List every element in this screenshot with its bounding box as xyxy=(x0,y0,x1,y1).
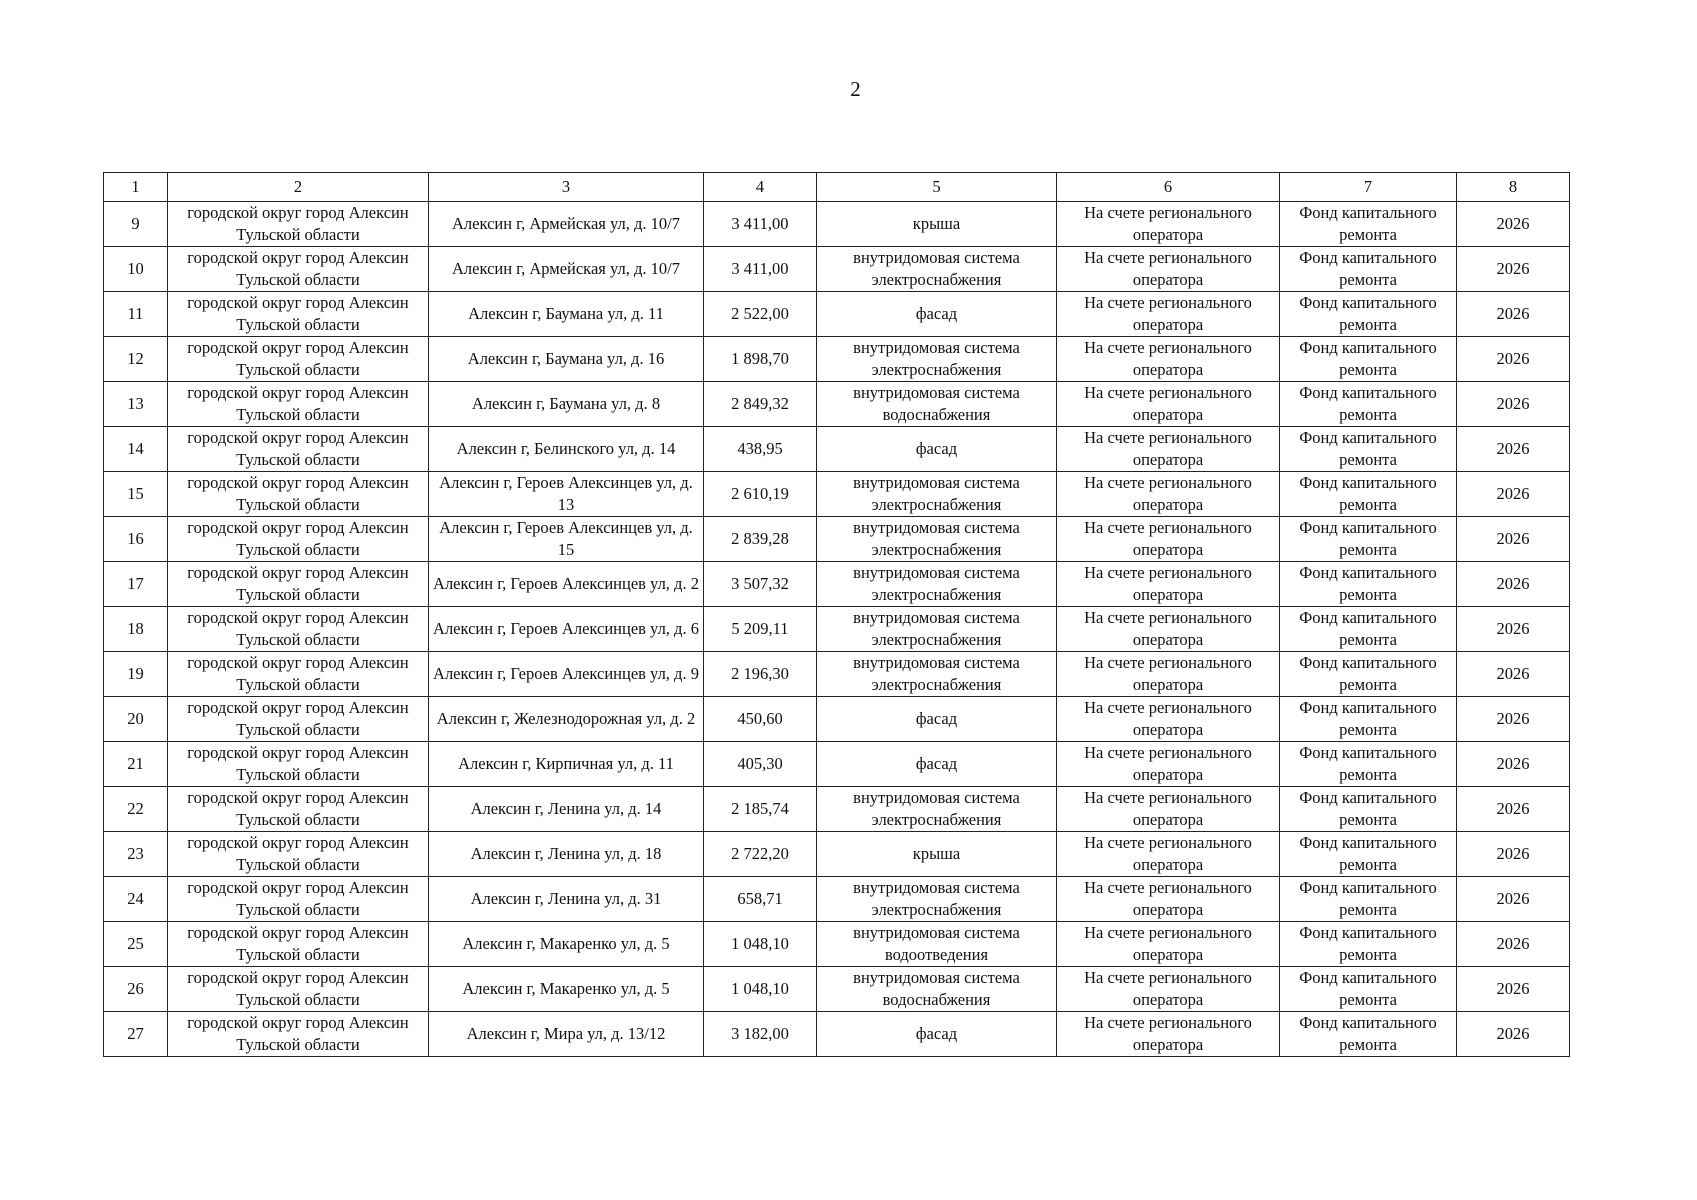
table-row xyxy=(104,337,1570,382)
area-cell: 2 839,28 xyxy=(704,517,817,562)
municipality-cell: городской округ город Алексин Тульской области xyxy=(168,697,429,742)
funding-source-cell: Фонд капитального ремонта xyxy=(1280,787,1457,832)
column-header: 6 xyxy=(1057,173,1280,202)
works-table xyxy=(103,172,1570,1057)
table-body xyxy=(104,202,1570,1057)
funding-source-cell: Фонд капитального ремонта xyxy=(1280,877,1457,922)
table-row xyxy=(104,877,1570,922)
municipality-cell: городской округ город Алексин Тульской области xyxy=(168,742,429,787)
area-cell: 450,60 xyxy=(704,697,817,742)
work-type-cell: внутридомовая система электроснабжения xyxy=(817,337,1057,382)
municipality-cell: городской округ город Алексин Тульской области xyxy=(168,922,429,967)
fund-account-cell: На счете регионального оператора xyxy=(1057,427,1280,472)
work-type-cell: внутридомовая система электроснабжения xyxy=(817,472,1057,517)
year-cell: 2026 xyxy=(1457,427,1570,472)
municipality-cell: городской округ город Алексин Тульской области xyxy=(168,832,429,877)
funding-source-cell: Фонд капитального ремонта xyxy=(1280,832,1457,877)
address-cell: Алексин г, Мира ул, д. 13/12 xyxy=(429,1012,704,1057)
year-cell: 2026 xyxy=(1457,292,1570,337)
row-number-cell: 17 xyxy=(104,562,168,607)
funding-source-cell: Фонд капитального ремонта xyxy=(1280,472,1457,517)
year-cell: 2026 xyxy=(1457,697,1570,742)
column-header: 4 xyxy=(704,173,817,202)
address-cell: Алексин г, Баумана ул, д. 8 xyxy=(429,382,704,427)
table-row xyxy=(104,652,1570,697)
fund-account-cell: На счете регионального оператора xyxy=(1057,787,1280,832)
area-cell: 3 411,00 xyxy=(704,247,817,292)
municipality-cell: городской округ город Алексин Тульской области xyxy=(168,202,429,247)
row-number-cell: 13 xyxy=(104,382,168,427)
page-number: 2 xyxy=(850,77,861,101)
work-type-cell: внутридомовая система электроснабжения xyxy=(817,517,1057,562)
table-row xyxy=(104,607,1570,652)
row-number-cell: 19 xyxy=(104,652,168,697)
address-cell: Алексин г, Баумана ул, д. 11 xyxy=(429,292,704,337)
work-type-cell: внутридомовая система электроснабжения xyxy=(817,877,1057,922)
funding-source-cell: Фонд капитального ремонта xyxy=(1280,202,1457,247)
row-number-cell: 22 xyxy=(104,787,168,832)
fund-account-cell: На счете регионального оператора xyxy=(1057,697,1280,742)
fund-account-cell: На счете регионального оператора xyxy=(1057,562,1280,607)
funding-source-cell: Фонд капитального ремонта xyxy=(1280,742,1457,787)
fund-account-cell: На счете регионального оператора xyxy=(1057,382,1280,427)
year-cell: 2026 xyxy=(1457,382,1570,427)
funding-source-cell: Фонд капитального ремонта xyxy=(1280,697,1457,742)
table-row xyxy=(104,202,1570,247)
address-cell: Алексин г, Армейская ул, д. 10/7 xyxy=(429,202,704,247)
row-number-cell: 11 xyxy=(104,292,168,337)
municipality-cell: городской округ город Алексин Тульской области xyxy=(168,1012,429,1057)
table-row xyxy=(104,742,1570,787)
column-header: 7 xyxy=(1280,173,1457,202)
row-number-cell: 16 xyxy=(104,517,168,562)
work-type-cell: фасад xyxy=(817,742,1057,787)
municipality-cell: городской округ город Алексин Тульской области xyxy=(168,787,429,832)
address-cell: Алексин г, Макаренко ул, д. 5 xyxy=(429,922,704,967)
work-type-cell: фасад xyxy=(817,697,1057,742)
year-cell: 2026 xyxy=(1457,742,1570,787)
funding-source-cell: Фонд капитального ремонта xyxy=(1280,517,1457,562)
row-number-cell: 23 xyxy=(104,832,168,877)
area-cell: 1 898,70 xyxy=(704,337,817,382)
fund-account-cell: На счете регионального оператора xyxy=(1057,922,1280,967)
table-row xyxy=(104,1012,1570,1057)
column-header: 3 xyxy=(429,173,704,202)
table-row xyxy=(104,247,1570,292)
column-header: 5 xyxy=(817,173,1057,202)
funding-source-cell: Фонд капитального ремонта xyxy=(1280,247,1457,292)
address-cell: Алексин г, Героев Алексинцев ул, д. 2 xyxy=(429,562,704,607)
table-row xyxy=(104,427,1570,472)
fund-account-cell: На счете регионального оператора xyxy=(1057,472,1280,517)
municipality-cell: городской округ город Алексин Тульской области xyxy=(168,967,429,1012)
row-number-cell: 27 xyxy=(104,1012,168,1057)
table-row xyxy=(104,787,1570,832)
funding-source-cell: Фонд капитального ремонта xyxy=(1280,382,1457,427)
municipality-cell: городской округ город Алексин Тульской области xyxy=(168,382,429,427)
year-cell: 2026 xyxy=(1457,202,1570,247)
column-header: 1 xyxy=(104,173,168,202)
area-cell: 3 411,00 xyxy=(704,202,817,247)
row-number-cell: 18 xyxy=(104,607,168,652)
funding-source-cell: Фонд капитального ремонта xyxy=(1280,1012,1457,1057)
fund-account-cell: На счете регионального оператора xyxy=(1057,832,1280,877)
work-type-cell: внутридомовая система водоснабжения xyxy=(817,967,1057,1012)
address-cell: Алексин г, Железнодорожная ул, д. 2 xyxy=(429,697,704,742)
fund-account-cell: На счете регионального оператора xyxy=(1057,247,1280,292)
table-row xyxy=(104,292,1570,337)
area-cell: 2 849,32 xyxy=(704,382,817,427)
year-cell: 2026 xyxy=(1457,472,1570,517)
address-cell: Алексин г, Ленина ул, д. 31 xyxy=(429,877,704,922)
municipality-cell: городской округ город Алексин Тульской области xyxy=(168,337,429,382)
funding-source-cell: Фонд капитального ремонта xyxy=(1280,292,1457,337)
address-cell: Алексин г, Баумана ул, д. 16 xyxy=(429,337,704,382)
funding-source-cell: Фонд капитального ремонта xyxy=(1280,427,1457,472)
area-cell: 658,71 xyxy=(704,877,817,922)
table-row xyxy=(104,697,1570,742)
row-number-cell: 20 xyxy=(104,697,168,742)
row-number-cell: 21 xyxy=(104,742,168,787)
fund-account-cell: На счете регионального оператора xyxy=(1057,517,1280,562)
row-number-cell: 15 xyxy=(104,472,168,517)
area-cell: 3 182,00 xyxy=(704,1012,817,1057)
fund-account-cell: На счете регионального оператора xyxy=(1057,292,1280,337)
year-cell: 2026 xyxy=(1457,247,1570,292)
fund-account-cell: На счете регионального оператора xyxy=(1057,337,1280,382)
table-row xyxy=(104,382,1570,427)
fund-account-cell: На счете регионального оператора xyxy=(1057,742,1280,787)
area-cell: 405,30 xyxy=(704,742,817,787)
fund-account-cell: На счете регионального оператора xyxy=(1057,1012,1280,1057)
work-type-cell: фасад xyxy=(817,1012,1057,1057)
table-row xyxy=(104,562,1570,607)
municipality-cell: городской округ город Алексин Тульской области xyxy=(168,427,429,472)
area-cell: 2 196,30 xyxy=(704,652,817,697)
row-number-cell: 14 xyxy=(104,427,168,472)
work-type-cell: внутридомовая система водоотведения xyxy=(817,922,1057,967)
work-type-cell: фасад xyxy=(817,427,1057,472)
work-type-cell: внутридомовая система водоснабжения xyxy=(817,382,1057,427)
year-cell: 2026 xyxy=(1457,607,1570,652)
address-cell: Алексин г, Армейская ул, д. 10/7 xyxy=(429,247,704,292)
work-type-cell: фасад xyxy=(817,292,1057,337)
work-type-cell: внутридомовая система электроснабжения xyxy=(817,787,1057,832)
column-header: 2 xyxy=(168,173,429,202)
address-cell: Алексин г, Ленина ул, д. 14 xyxy=(429,787,704,832)
funding-source-cell: Фонд капитального ремонта xyxy=(1280,337,1457,382)
year-cell: 2026 xyxy=(1457,787,1570,832)
municipality-cell: городской округ город Алексин Тульской области xyxy=(168,877,429,922)
area-cell: 3 507,32 xyxy=(704,562,817,607)
area-cell: 2 522,00 xyxy=(704,292,817,337)
year-cell: 2026 xyxy=(1457,922,1570,967)
address-cell: Алексин г, Белинского ул, д. 14 xyxy=(429,427,704,472)
year-cell: 2026 xyxy=(1457,967,1570,1012)
municipality-cell: городской округ город Алексин Тульской области xyxy=(168,247,429,292)
funding-source-cell: Фонд капитального ремонта xyxy=(1280,967,1457,1012)
row-number-cell: 10 xyxy=(104,247,168,292)
year-cell: 2026 xyxy=(1457,337,1570,382)
municipality-cell: городской округ город Алексин Тульской области xyxy=(168,562,429,607)
funding-source-cell: Фонд капитального ремонта xyxy=(1280,922,1457,967)
table-row xyxy=(104,922,1570,967)
municipality-cell: городской округ город Алексин Тульской области xyxy=(168,607,429,652)
table-row xyxy=(104,472,1570,517)
fund-account-cell: На счете регионального оператора xyxy=(1057,652,1280,697)
work-type-cell: внутридомовая система электроснабжения xyxy=(817,652,1057,697)
area-cell: 2 610,19 xyxy=(704,472,817,517)
row-number-cell: 9 xyxy=(104,202,168,247)
area-cell: 2 185,74 xyxy=(704,787,817,832)
municipality-cell: городской округ город Алексин Тульской области xyxy=(168,652,429,697)
funding-source-cell: Фонд капитального ремонта xyxy=(1280,652,1457,697)
year-cell: 2026 xyxy=(1457,1012,1570,1057)
area-cell: 1 048,10 xyxy=(704,922,817,967)
table-header-row xyxy=(104,173,1570,202)
funding-source-cell: Фонд капитального ремонта xyxy=(1280,562,1457,607)
table-row xyxy=(104,967,1570,1012)
address-cell: Алексин г, Героев Алексинцев ул, д. 13 xyxy=(429,472,704,517)
municipality-cell: городской округ город Алексин Тульской области xyxy=(168,292,429,337)
table-row xyxy=(104,832,1570,877)
address-cell: Алексин г, Героев Алексинцев ул, д. 6 xyxy=(429,607,704,652)
work-type-cell: внутридомовая система электроснабжения xyxy=(817,607,1057,652)
row-number-cell: 12 xyxy=(104,337,168,382)
work-type-cell: внутридомовая система электроснабжения xyxy=(817,247,1057,292)
area-cell: 438,95 xyxy=(704,427,817,472)
row-number-cell: 24 xyxy=(104,877,168,922)
funding-source-cell: Фонд капитального ремонта xyxy=(1280,607,1457,652)
fund-account-cell: На счете регионального оператора xyxy=(1057,607,1280,652)
year-cell: 2026 xyxy=(1457,562,1570,607)
row-number-cell: 25 xyxy=(104,922,168,967)
address-cell: Алексин г, Ленина ул, д. 18 xyxy=(429,832,704,877)
year-cell: 2026 xyxy=(1457,652,1570,697)
fund-account-cell: На счете регионального оператора xyxy=(1057,877,1280,922)
area-cell: 2 722,20 xyxy=(704,832,817,877)
table-row xyxy=(104,517,1570,562)
fund-account-cell: На счете регионального оператора xyxy=(1057,202,1280,247)
year-cell: 2026 xyxy=(1457,517,1570,562)
year-cell: 2026 xyxy=(1457,832,1570,877)
fund-account-cell: На счете регионального оператора xyxy=(1057,967,1280,1012)
work-type-cell: внутридомовая система электроснабжения xyxy=(817,562,1057,607)
address-cell: Алексин г, Кирпичная ул, д. 11 xyxy=(429,742,704,787)
area-cell: 5 209,11 xyxy=(704,607,817,652)
year-cell: 2026 xyxy=(1457,877,1570,922)
column-header: 8 xyxy=(1457,173,1570,202)
municipality-cell: городской округ город Алексин Тульской области xyxy=(168,517,429,562)
address-cell: Алексин г, Героев Алексинцев ул, д. 9 xyxy=(429,652,704,697)
address-cell: Алексин г, Макаренко ул, д. 5 xyxy=(429,967,704,1012)
address-cell: Алексин г, Героев Алексинцев ул, д. 15 xyxy=(429,517,704,562)
municipality-cell: городской округ город Алексин Тульской области xyxy=(168,472,429,517)
work-type-cell: крыша xyxy=(817,832,1057,877)
area-cell: 1 048,10 xyxy=(704,967,817,1012)
work-type-cell: крыша xyxy=(817,202,1057,247)
row-number-cell: 26 xyxy=(104,967,168,1012)
